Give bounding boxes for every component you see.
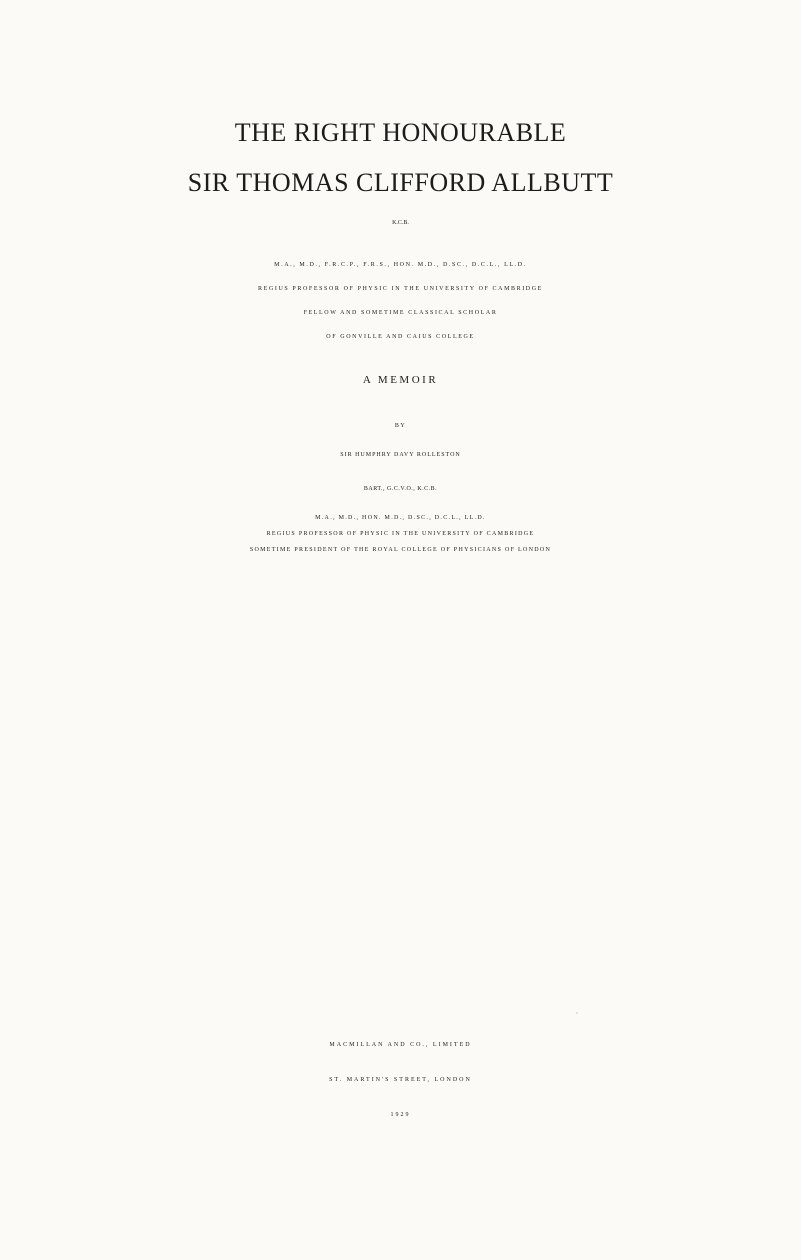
subject-degrees: M.A., M.D., F.R.C.P., F.R.S., HON. M.D., D.SC., D.C.L., LL.D. xyxy=(274,262,527,268)
publisher-name: MACMILLAN AND CO., LIMITED xyxy=(329,1042,472,1048)
by-label: BY xyxy=(394,423,407,429)
subject-honour: K.C.B. xyxy=(392,220,409,226)
subject-professorship: REGIUS PROFESSOR OF PHYSIC IN THE UNIVERSITY OF CAMBRIDGE xyxy=(258,286,543,292)
subject-fellowship: FELLOW AND SOMETIME CLASSICAL SCHOLAR xyxy=(303,310,498,316)
paper-speck xyxy=(576,1012,578,1014)
author-honours: BART., G.C.V.O., K.C.B. xyxy=(363,486,438,492)
publisher-address: ST. MARTIN'S STREET, LONDON xyxy=(329,1077,472,1083)
subject-college: OF GONVILLE AND CAIUS COLLEGE xyxy=(326,334,475,340)
author-professorship: REGIUS PROFESSOR OF PHYSIC IN THE UNIVERSITY OF CAMBRIDGE xyxy=(266,531,535,537)
subject-title-line-1: THE RIGHT HONOURABLE xyxy=(234,118,567,147)
author-name: SIR HUMPHRY DAVY ROLLESTON xyxy=(340,452,461,458)
publication-year: 1929 xyxy=(390,1112,411,1118)
subject-name: SIR THOMAS CLIFFORD ALLBUTT xyxy=(187,168,614,197)
author-degrees: M.A., M.D., HON. M.D., D.SC., D.C.L., LL.D. xyxy=(315,515,486,521)
author-presidency: SOMETIME PRESIDENT OF THE ROYAL COLLEGE OF PHYSICIANS OF LONDON xyxy=(249,547,552,553)
work-title: A MEMOIR xyxy=(362,374,439,386)
